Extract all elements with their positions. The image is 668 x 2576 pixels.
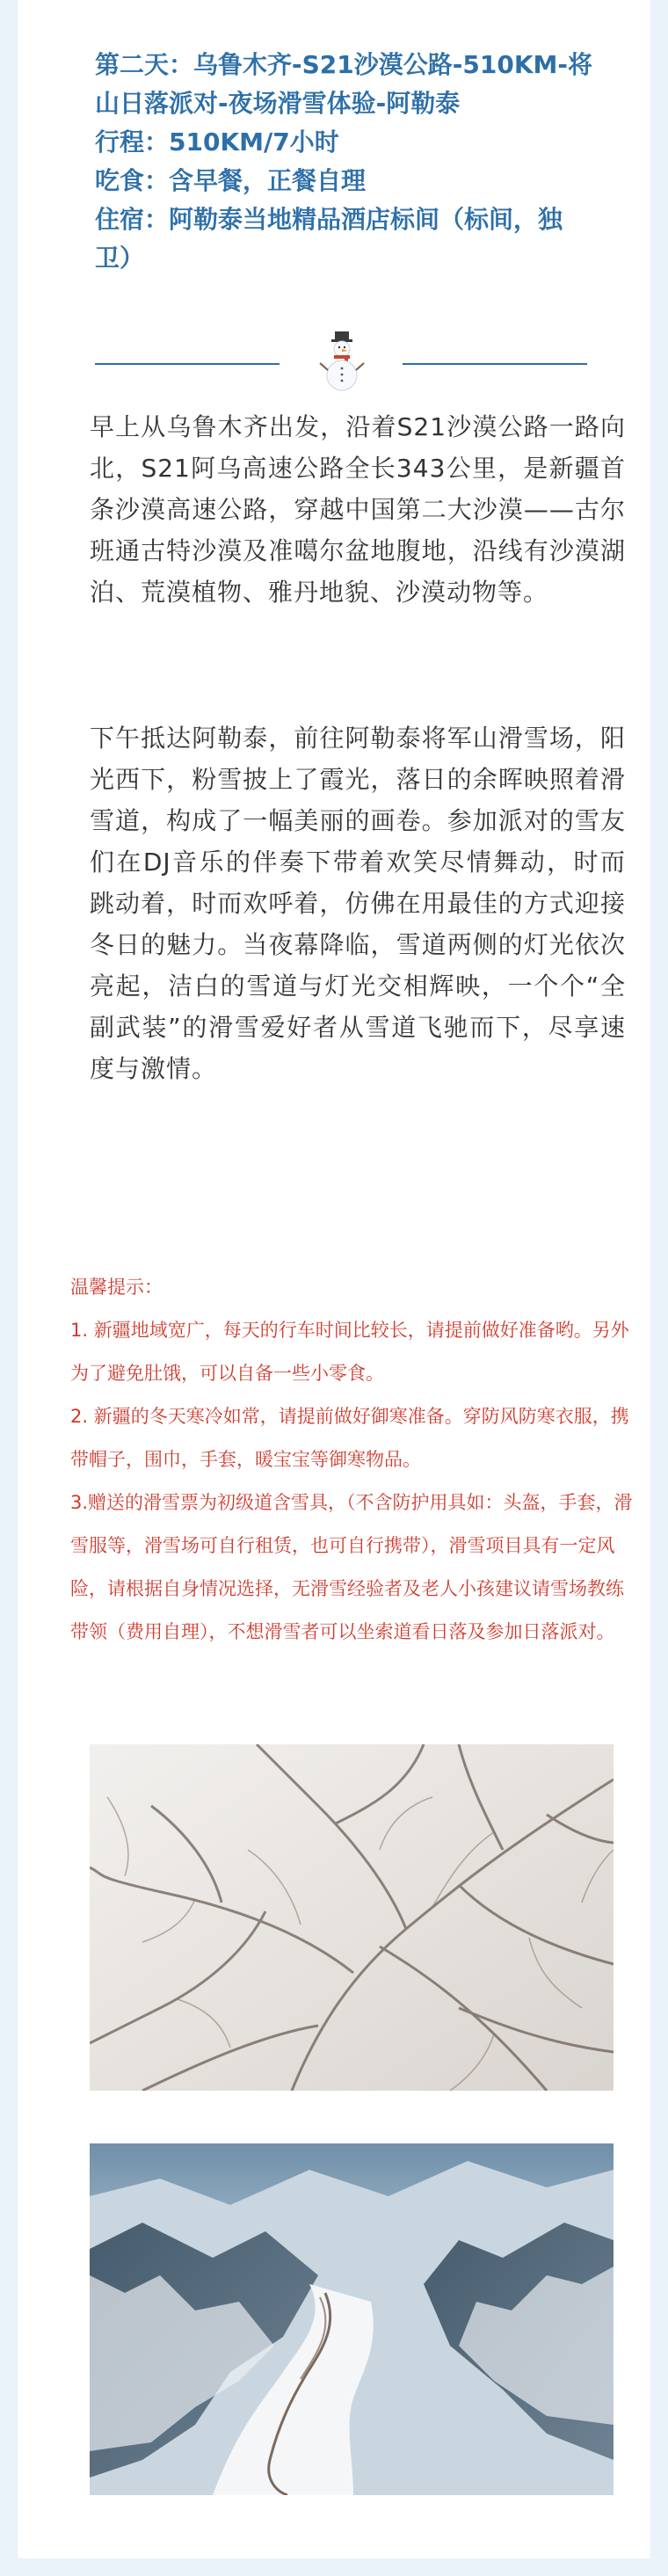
tip-item: 1. 新疆地域宽广，每天的行车时间比较长，请提前做好准备哟。另外为了避免肚饿，可以自备一些小零食。	[70, 1320, 629, 1384]
header-line-distance: 行程：510KM/7小时	[95, 127, 339, 156]
paragraph-morning: 早上从乌鲁木齐出发，沿着S21沙漠公路一路向北，S21阿乌高速公路全长343公里，是新疆首条沙漠高速公路，穿越中国第二大沙漠——古尔班通古特沙漠及准噶尔盆地腹地，沿线有沙漠湖泊、荒漠植物、雅丹地貌、沙漠动物等。	[90, 412, 626, 607]
tips-section	[70, 1266, 633, 1654]
header-line-meals: 吃食：含早餐，正餐自理	[95, 166, 367, 195]
header-line-lodging-cont: 卫）	[95, 244, 145, 273]
day-header	[95, 46, 640, 278]
photo-snow-valley-aerial	[90, 1744, 614, 2091]
divider-rule-right	[403, 363, 587, 365]
header-line-lodging: 住宿：阿勒泰当地精品酒店标间（标间，独	[95, 205, 563, 234]
divider-rule-left	[95, 363, 280, 365]
header-line-route: 第二天：乌鲁木齐-S21沙漠公路-510KM-将	[95, 50, 593, 79]
tip-item: 3.赠送的滑雪票为初级道含雪具，（不含防护用具如：头盔，手套，滑雪服等，滑雪场可自行租赁，也可自行携带），滑雪项目具有一定风险，请根据自身情况选择，无滑雪经验者及老人小孩建议请雪场教练带领（费用自理），不想滑雪者可以坐索道看日落及参加日落派对。	[70, 1492, 633, 1642]
photo-snow-canyon-aerial	[90, 2143, 614, 2495]
tip-item: 2. 新疆的冬天寒冷如常，请提前做好御寒准备。穿防风防寒衣服，携带帽子，围巾，手套，暖宝宝等御寒物品。	[70, 1406, 629, 1470]
snowman-icon	[319, 330, 365, 393]
paragraph-afternoon: 下午抵达阿勒泰，前往阿勒泰将军山滑雪场，阳光西下，粉雪披上了霞光，落日的余晖映照着滑雪道，构成了一幅美丽的画卷。参加派对的雪友们在DJ音乐的伴奏下带着欢笑尽情舞动，时而跳动着，时而欢呼着，仿佛在用最佳的方式迎接冬日的魅力。当夜幕降临，雪道两侧的灯光依次亮起，洁白的雪道与灯光交相辉映，一个个“全副武装”的滑雪爱好者从雪道飞驰而下，尽享速度与激情。	[90, 724, 626, 1083]
section-divider	[95, 330, 587, 393]
header-line-route-cont: 山日落派对-夜场滑雪体验-阿勒泰	[95, 89, 461, 118]
tips-title: 温馨提示：	[70, 1277, 163, 1298]
